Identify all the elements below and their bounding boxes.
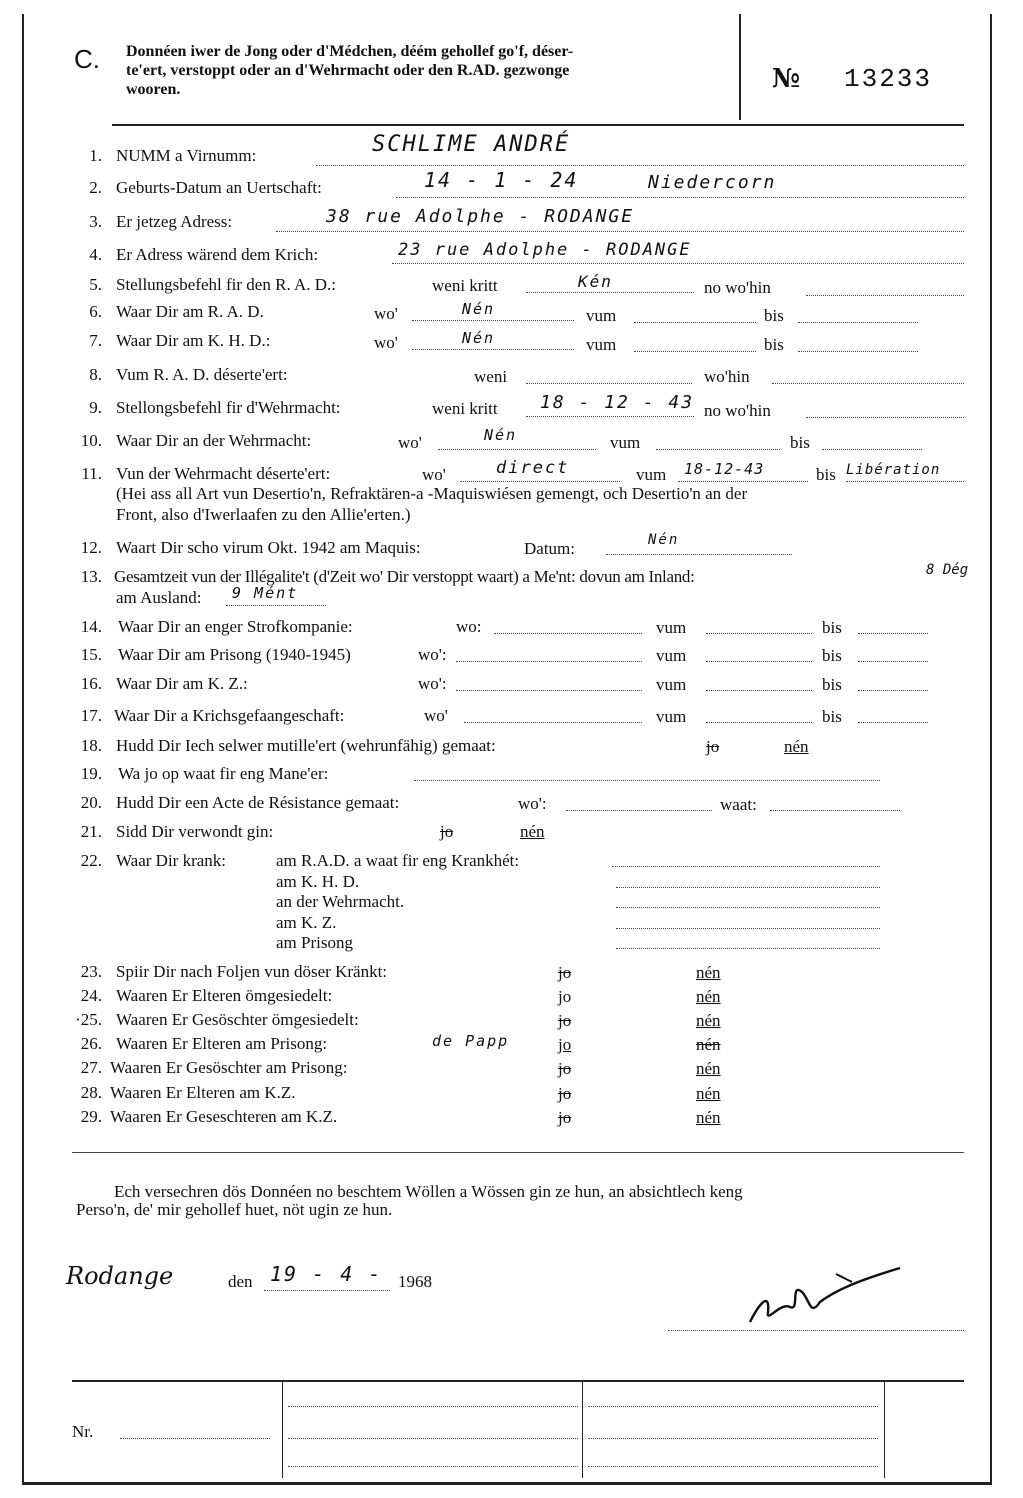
fill-line	[772, 383, 964, 384]
row-label: Waaren Er Gesöschter am Prisong:	[110, 1058, 348, 1077]
row-label: Waar Dir am Prisong (1940-1945)	[118, 645, 351, 664]
fill-line	[412, 349, 574, 350]
handwritten-value: 8 Dég	[926, 562, 969, 578]
fill-line	[678, 481, 808, 482]
row-number: 9.	[89, 398, 102, 417]
handwritten-value: 18-12-43	[684, 460, 765, 478]
row-mid-label: wo:	[456, 617, 482, 636]
fill-line	[226, 605, 326, 606]
row-number: 3.	[89, 212, 102, 231]
footer-fill-line	[120, 1438, 270, 1439]
handwritten-value: Niedercorn	[648, 172, 777, 193]
nen-option: nén	[696, 1011, 721, 1030]
row-label: Waaren Er Gesöschter ömgesiedelt:	[116, 1010, 359, 1029]
fill-line	[460, 481, 620, 482]
row-label: Sidd Dir verwondt gin:	[116, 822, 274, 841]
row-number: 4.	[89, 245, 102, 264]
bis-label: bis	[764, 335, 784, 354]
fill-line	[706, 633, 812, 634]
handwritten-value: 18 - 12 - 43	[540, 392, 695, 413]
jo-option: jo	[440, 822, 454, 841]
handwritten-value: 9 Mént	[232, 584, 299, 602]
vum-label: vum	[586, 306, 617, 325]
fill-line	[392, 263, 964, 264]
row-number: 5.	[89, 275, 102, 294]
jo-option: jo	[558, 1035, 572, 1054]
row-number: 17.	[80, 706, 102, 725]
fill-line	[858, 722, 928, 723]
row-number: 15.	[80, 645, 102, 664]
row-number: 20.	[80, 793, 102, 812]
jo-option: jo	[558, 1011, 572, 1030]
fill-line	[616, 948, 880, 949]
row-sub-label: am R.A.D. a waat fir eng Krankhét:	[276, 851, 520, 870]
nen-option: nén	[696, 1108, 721, 1127]
fill-line	[616, 928, 880, 929]
fill-line	[616, 887, 880, 888]
row-mid-label: wo':	[518, 794, 547, 813]
row-number: 11.	[81, 464, 102, 483]
nen-option: nén	[696, 987, 721, 1006]
nen-option: nén	[784, 737, 809, 756]
header-rule	[112, 124, 964, 126]
fill-line	[396, 197, 964, 198]
jo-option: jo	[558, 987, 572, 1006]
handwritten-value: Nén	[462, 300, 496, 318]
signature-date: 19 - 4 -	[270, 1262, 383, 1286]
fill-line	[846, 481, 964, 482]
jo-option: jo	[558, 1108, 572, 1127]
signature-scrawl	[740, 1262, 910, 1332]
handwritten-value: SCHLIME ANDRÉ	[372, 132, 571, 157]
fill-line	[822, 449, 922, 450]
vum-label: vum	[610, 433, 641, 452]
footer-nr-label: Nr.	[72, 1422, 94, 1441]
row-label: Stellungsbefehl fir den R. A. D.:	[116, 275, 337, 294]
row-number: 13.	[80, 567, 102, 586]
bis-label: bis	[764, 306, 784, 325]
fill-line	[858, 690, 928, 691]
footer-col-divider	[582, 1380, 583, 1478]
row-label: Waar Dir an enger Strofkompanie:	[118, 617, 353, 636]
row-label: Waart Dir scho virum Okt. 1942 am Maquis:	[116, 538, 421, 557]
row-label: Geburts-Datum an Uertschaft:	[116, 178, 322, 197]
row-label: Hudd Dir Iech selwer mutille'ert (wehrunfähig) gemaat:	[116, 736, 496, 755]
fill-line	[412, 320, 574, 321]
handwritten-value: direct	[496, 458, 570, 478]
row-number: 14.	[80, 617, 102, 636]
row-number: ·25.	[75, 1010, 102, 1029]
row-mid-label: weni kritt	[432, 276, 498, 295]
row-label: Waaren Er Elteren ömgesiedelt:	[116, 986, 333, 1005]
row-mid-label: wo'	[374, 304, 398, 323]
fill-line	[456, 661, 642, 662]
section-letter: C.	[74, 44, 100, 74]
signature-place: Rodange	[66, 1262, 174, 1290]
row-number: 18.	[80, 736, 102, 755]
fill-line	[798, 351, 918, 352]
row-number: 21.	[80, 822, 102, 841]
jo-option: jo	[558, 1059, 572, 1078]
vum-label: vum	[656, 646, 687, 665]
footer-top-rule	[72, 1380, 964, 1382]
handwritten-value: Kén	[578, 272, 613, 291]
footer-fill-line	[288, 1466, 578, 1467]
row-mid-label: wo'	[398, 433, 422, 452]
row-mid-label: wo'	[422, 465, 446, 484]
header-divider	[739, 14, 741, 120]
vum-label: vum	[656, 707, 687, 726]
footer-col-divider	[884, 1380, 885, 1478]
nen-option: nén	[696, 1084, 721, 1103]
row-label: Waar Dir krank:	[116, 851, 227, 870]
row-label: Waaren Er Elteren am Prisong:	[116, 1034, 328, 1053]
fill-line	[706, 722, 812, 723]
handwritten-value: de Papp	[432, 1032, 510, 1050]
fill-line	[634, 351, 756, 352]
fill-line	[612, 866, 880, 867]
row-label: Waar Dir a Krichsgefaangeschaft:	[114, 706, 345, 725]
handwritten-value: Libération	[846, 462, 941, 478]
row-label: Er Adress wärend dem Krich:	[116, 245, 319, 264]
handwritten-value: Nén	[648, 532, 680, 548]
vum-label: vum	[636, 465, 667, 484]
fill-line	[456, 690, 642, 691]
row-label: Vun der Wehrmacht déserte'ert:	[116, 464, 331, 483]
handwritten-value: 38 rue Adolphe - RODANGE	[326, 206, 635, 227]
handwritten-value: Nén	[462, 329, 496, 347]
vum-label: vum	[656, 675, 687, 694]
bis-label: bis	[822, 675, 842, 694]
fill-line	[798, 322, 918, 323]
fill-line	[316, 165, 964, 166]
fill-line	[526, 416, 694, 417]
row-number: 22.	[80, 851, 102, 870]
footer-fill-line	[588, 1438, 878, 1439]
row-number: 8.	[89, 365, 102, 384]
section-divider	[72, 1152, 964, 1153]
fill-line	[494, 633, 642, 634]
row-label: Waar Dir an der Wehrmacht:	[116, 431, 312, 450]
footer-fill-line	[588, 1406, 878, 1407]
footer-col-divider	[282, 1380, 283, 1478]
row-end-label: no wo'hin	[704, 401, 771, 420]
handwritten-value: 14 - 1 - 24	[424, 168, 579, 192]
date-fill-line	[264, 1290, 390, 1291]
header-title-line: te'ert, verstoppt oder an d'Wehrmacht oder den R.AD. gezwonge	[126, 62, 570, 79]
row-number: 26.	[80, 1034, 102, 1053]
handwritten-value: Nén	[484, 426, 518, 444]
fill-line	[634, 322, 756, 323]
row-number: 23.	[80, 962, 102, 981]
header-title-line: wooren.	[126, 81, 181, 98]
row-number: 1.	[89, 146, 102, 165]
fill-line	[414, 780, 880, 781]
row-sub-label: am Ausland:	[116, 588, 202, 607]
fill-line	[526, 292, 694, 293]
row-end-label: no wo'hin	[704, 278, 771, 297]
header-title-line: Donnéen iwer de Jong oder d'Médchen, déém gehollef go'f, déser-	[126, 43, 574, 60]
row-label: Hudd Dir een Acte de Résistance gemaat:	[116, 793, 400, 812]
jo-option: jo	[558, 963, 572, 982]
fill-line	[858, 661, 928, 662]
fill-line	[438, 449, 596, 450]
row-number: 24.	[80, 986, 102, 1005]
bis-label: bis	[816, 465, 836, 484]
row-label: Gesamtzeit vun der Illégalite't (d'Zeit wo' Dir verstoppt waart) a Me'nt: dovun am Inland:	[114, 567, 695, 586]
number-label: №	[772, 64, 801, 94]
row-sub-label: am Prisong	[276, 933, 353, 952]
bis-label: bis	[822, 646, 842, 665]
row-number: 28.	[80, 1083, 102, 1102]
fill-line	[806, 417, 964, 418]
fill-line	[656, 449, 780, 450]
vum-label: vum	[656, 618, 687, 637]
nen-option: nén	[696, 1035, 721, 1054]
row-mid-label: wo'	[424, 706, 448, 725]
row-sub-label: an der Wehrmacht.	[276, 892, 405, 911]
row-label: Waaren Er Geseschteren am K.Z.	[110, 1107, 338, 1126]
row-end-label: waat:	[720, 795, 757, 814]
declaration-line: Perso'n, de' mir gehollef huet, nöt ugin ze hun.	[76, 1200, 393, 1219]
signature-year: 1968	[398, 1272, 432, 1291]
row-mid-label: weni kritt	[432, 399, 498, 418]
row-mid-label: wo'	[374, 333, 398, 352]
row-number: 27.	[80, 1058, 102, 1077]
row-number: 19.	[80, 764, 102, 783]
row-label: Er jetzeg Adress:	[116, 212, 233, 231]
row-label: Stellongsbefehl fir d'Wehrmacht:	[116, 398, 341, 417]
fill-line	[858, 633, 928, 634]
footer-fill-line	[588, 1466, 878, 1467]
fill-line	[616, 907, 880, 908]
footer-fill-line	[288, 1406, 578, 1407]
header-title	[126, 42, 726, 99]
declaration-line: Ech versechren dös Donnéen no beschtem Wöllen a Wössen gin ze hun, an absichtlech keng	[114, 1182, 743, 1201]
row-end-label: wo'hin	[704, 367, 750, 386]
row-mid-label: wo':	[418, 674, 447, 693]
row-label: Waar Dir am K. H. D.:	[116, 331, 271, 350]
row-label: Waar Dir am K. Z.:	[116, 674, 248, 693]
row-label: NUMM a Virnumm:	[116, 146, 257, 165]
row-number: 7.	[89, 331, 102, 350]
row-label: Waaren Er Elteren am K.Z.	[110, 1083, 296, 1102]
row-note-line: (Hei ass all Art vun Desertio'n, Refraktären-a -Maquiswiésen gemengt, och Desertio'n an der	[116, 484, 748, 503]
den-label: den	[228, 1272, 253, 1291]
jo-option: jo	[706, 737, 720, 756]
row-label: Spiir Dir nach Foljen vun döser Kränkt:	[116, 962, 388, 981]
nen-option: nén	[696, 963, 721, 982]
row-number: 16.	[80, 674, 102, 693]
nen-option: nén	[520, 822, 545, 841]
fill-line	[806, 295, 964, 296]
fill-line	[276, 231, 964, 232]
nen-option: nén	[696, 1059, 721, 1078]
row-label: Waar Dir am R. A. D.	[116, 302, 264, 321]
fill-line	[526, 383, 692, 384]
row-number: 12.	[80, 538, 102, 557]
row-mid-label: Datum:	[524, 539, 575, 558]
row-label: Vum R. A. D. déserte'ert:	[116, 365, 288, 384]
row-sub-label: am K. H. D.	[276, 872, 360, 891]
jo-option: jo	[558, 1084, 572, 1103]
vum-label: vum	[586, 335, 617, 354]
row-number: 29.	[80, 1107, 102, 1126]
bis-label: bis	[822, 618, 842, 637]
fill-line	[566, 810, 712, 811]
handwritten-value: 23 rue Adolphe - RODANGE	[398, 240, 692, 260]
row-mid-label: wo':	[418, 645, 447, 664]
fill-line	[770, 810, 900, 811]
fill-line	[706, 690, 812, 691]
row-sub-label: am K. Z.	[276, 913, 337, 932]
row-number: 6.	[89, 302, 102, 321]
fill-line	[464, 722, 642, 723]
row-mid-label: weni	[474, 367, 508, 386]
row-number: 10.	[80, 431, 102, 450]
row-label: Wa jo op waat fir eng Mane'er:	[118, 764, 329, 783]
fill-line	[706, 661, 812, 662]
row-note-line: Front, also d'Iwerlaafen zu den Allie'erten.)	[116, 505, 411, 524]
bis-label: bis	[790, 433, 810, 452]
footer-fill-line	[288, 1438, 578, 1439]
bis-label: bis	[822, 707, 842, 726]
fill-line	[606, 554, 792, 555]
row-number: 2.	[89, 178, 102, 197]
number-value: 13233	[844, 64, 933, 94]
